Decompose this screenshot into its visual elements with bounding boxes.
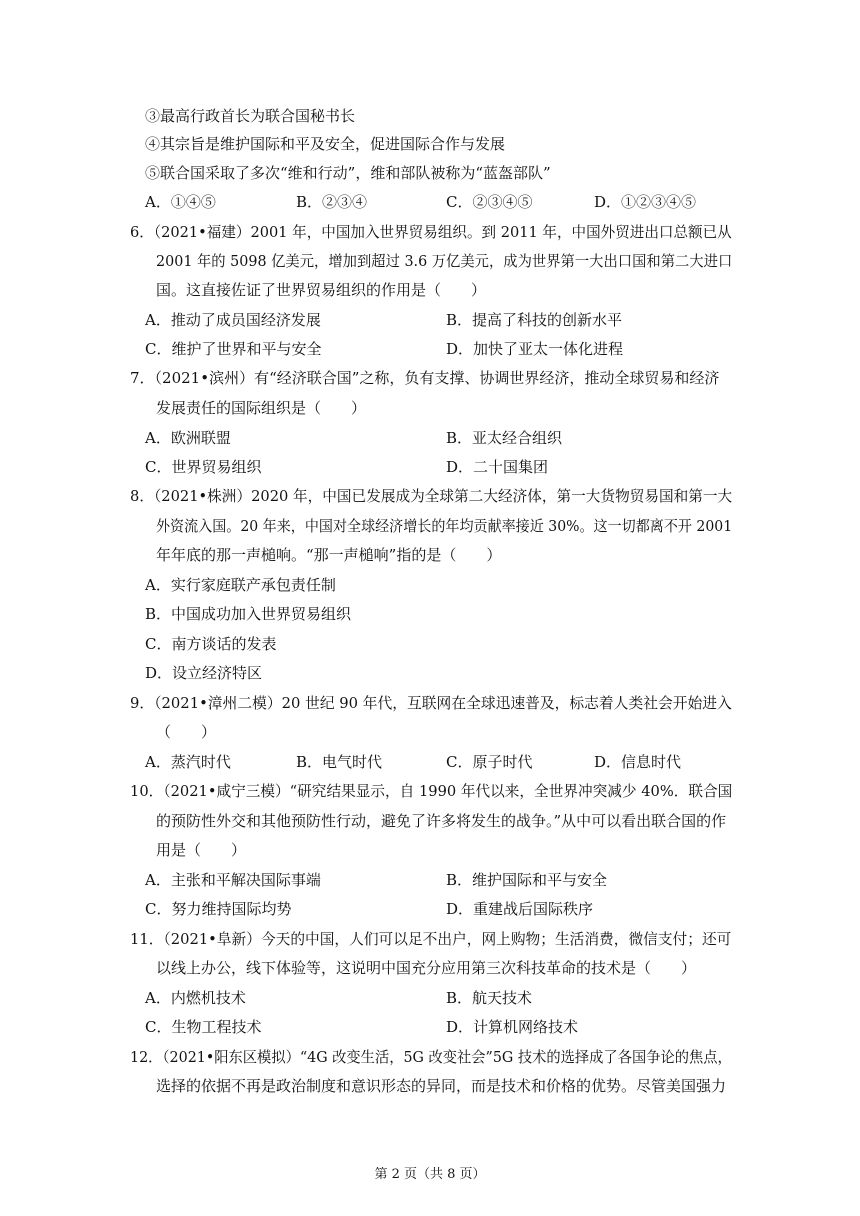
q10-line-3: 用是（ ） bbox=[156, 841, 247, 859]
q6-line-3: 国。这直接佐证了世界贸易组织的作用是（ ） bbox=[156, 281, 487, 299]
q8-option-b: B．中国成功加入世界贸易组织 bbox=[145, 605, 352, 623]
q10-line-1: 10．（2021•咸宁三模）“研究结果显示，自 1990 年代以来，全世界冲突减少 40%．联合国 bbox=[130, 782, 733, 800]
q12-line-2: 选择的依据不再是政治制度和意识形态的异同，而是技术和价格的优势。尽管美国强力 bbox=[156, 1077, 727, 1095]
q11-option-b: B．航天技术 bbox=[446, 989, 533, 1007]
q11-option-a: A．内燃机技术 bbox=[145, 989, 246, 1007]
q5-option-c: C．②③④⑤ bbox=[446, 193, 533, 211]
q12-line-1: 12．（2021•阳东区模拟）“4G 改变生活，5G 改变社会”5G 技术的选择成了各国争论的焦点， bbox=[130, 1048, 732, 1066]
q8-line-2: 外资流入国。20 年来，中国对全球经济增长的年均贡献率接近 30%。这一切都离不开 2001 bbox=[156, 517, 733, 535]
q9-option-c: C．原子时代 bbox=[446, 753, 533, 771]
q7-option-a: A．欧洲联盟 bbox=[145, 429, 231, 447]
q5-option-b: B．②③④ bbox=[296, 193, 368, 211]
q8-line-3: 年年底的那一声槌响。“那一声槌响”指的是（ ） bbox=[156, 546, 502, 564]
q8-line-1: 8．（2021•株洲）2020 年，中国已发展成为全球第二大经济体，第一大货物贸易国和第一大 bbox=[130, 487, 733, 505]
q11-line-2: 以线上办公，线下体验等，这说明中国充分应用第三次科技革命的技术是（ ） bbox=[156, 959, 697, 977]
q9-option-a: A．蒸汽时代 bbox=[145, 753, 231, 771]
q10-option-c: C．努力维持国际均势 bbox=[145, 900, 292, 918]
q10-option-a: A．主张和平解决国际事端 bbox=[145, 871, 321, 889]
q7-line-2: 发展责任的国际组织是（ ） bbox=[156, 399, 367, 417]
q9-line-1: 9．（2021•漳州二模）20 世纪 90 年代，互联网在全球迅速普及，标志着人类社会开始进入 bbox=[130, 694, 732, 712]
q5-statement-5: ⑤联合国采取了多次“维和行动”，维和部队被称为“蓝盔部队” bbox=[145, 164, 551, 182]
q6-line-1: 6．（2021•福建）2001 年，中国加入世界贸易组织。到 2011 年，中国外贸进出口总额已从 bbox=[130, 223, 732, 241]
q11-line-1: 11．（2021•阜新）今天的中国，人们可以足不出户，网上购物；生活消费，微信支付；还可 bbox=[130, 930, 732, 948]
q7-option-c: C．世界贸易组织 bbox=[145, 458, 262, 476]
q9-option-b: B．电气时代 bbox=[296, 753, 383, 771]
q5-statement-4: ④其宗旨是维护国际和平及安全，促进国际合作与发展 bbox=[145, 135, 506, 153]
q6-line-2: 2001 年的 5098 亿美元，增加到超过 3.6 万亿美元，成为世界第一大出口国和第二大进口 bbox=[156, 252, 733, 270]
q7-option-b: B．亚太经合组织 bbox=[446, 429, 563, 447]
q6-option-a: A．推动了成员国经济发展 bbox=[145, 311, 321, 329]
q9-option-d: D．信息时代 bbox=[594, 753, 682, 771]
q10-option-d: D．重建战后国际秩序 bbox=[446, 900, 594, 918]
q8-option-c: C．南方谈话的发表 bbox=[145, 635, 277, 653]
q6-option-b: B．提高了科技的创新水平 bbox=[446, 311, 623, 329]
q11-option-c: C．生物工程技术 bbox=[145, 1018, 262, 1036]
page-footer: 第 2 页（共 8 页） bbox=[374, 1167, 486, 1182]
q7-line-1: 7．（2021•滨州）有“经济联合国”之称，负有支撑、协调世界经济，推动全球贸易和经济 bbox=[130, 369, 720, 387]
q10-line-2: 的预防性外交和其他预防性行动，避免了许多将发生的战争。”从中可以看出联合国的作 bbox=[156, 812, 727, 830]
q9-line-2: （ ） bbox=[156, 723, 217, 741]
q8-option-d: D．设立经济特区 bbox=[145, 664, 263, 682]
q8-option-a: A．实行家庭联产承包责任制 bbox=[145, 576, 336, 594]
q11-option-d: D．计算机网络技术 bbox=[446, 1018, 579, 1036]
q6-option-d: D．加快了亚太一体化进程 bbox=[446, 340, 624, 358]
q7-option-d: D．二十国集团 bbox=[446, 458, 549, 476]
q10-option-b: B．维护国际和平与安全 bbox=[446, 871, 608, 889]
q6-option-c: C．维护了世界和平与安全 bbox=[145, 340, 322, 358]
q5-statement-3: ③最高行政首长为联合国秘书长 bbox=[145, 107, 356, 125]
q5-option-d: D．①②③④⑤ bbox=[594, 193, 697, 211]
q5-option-a: A．①④⑤ bbox=[145, 193, 216, 211]
